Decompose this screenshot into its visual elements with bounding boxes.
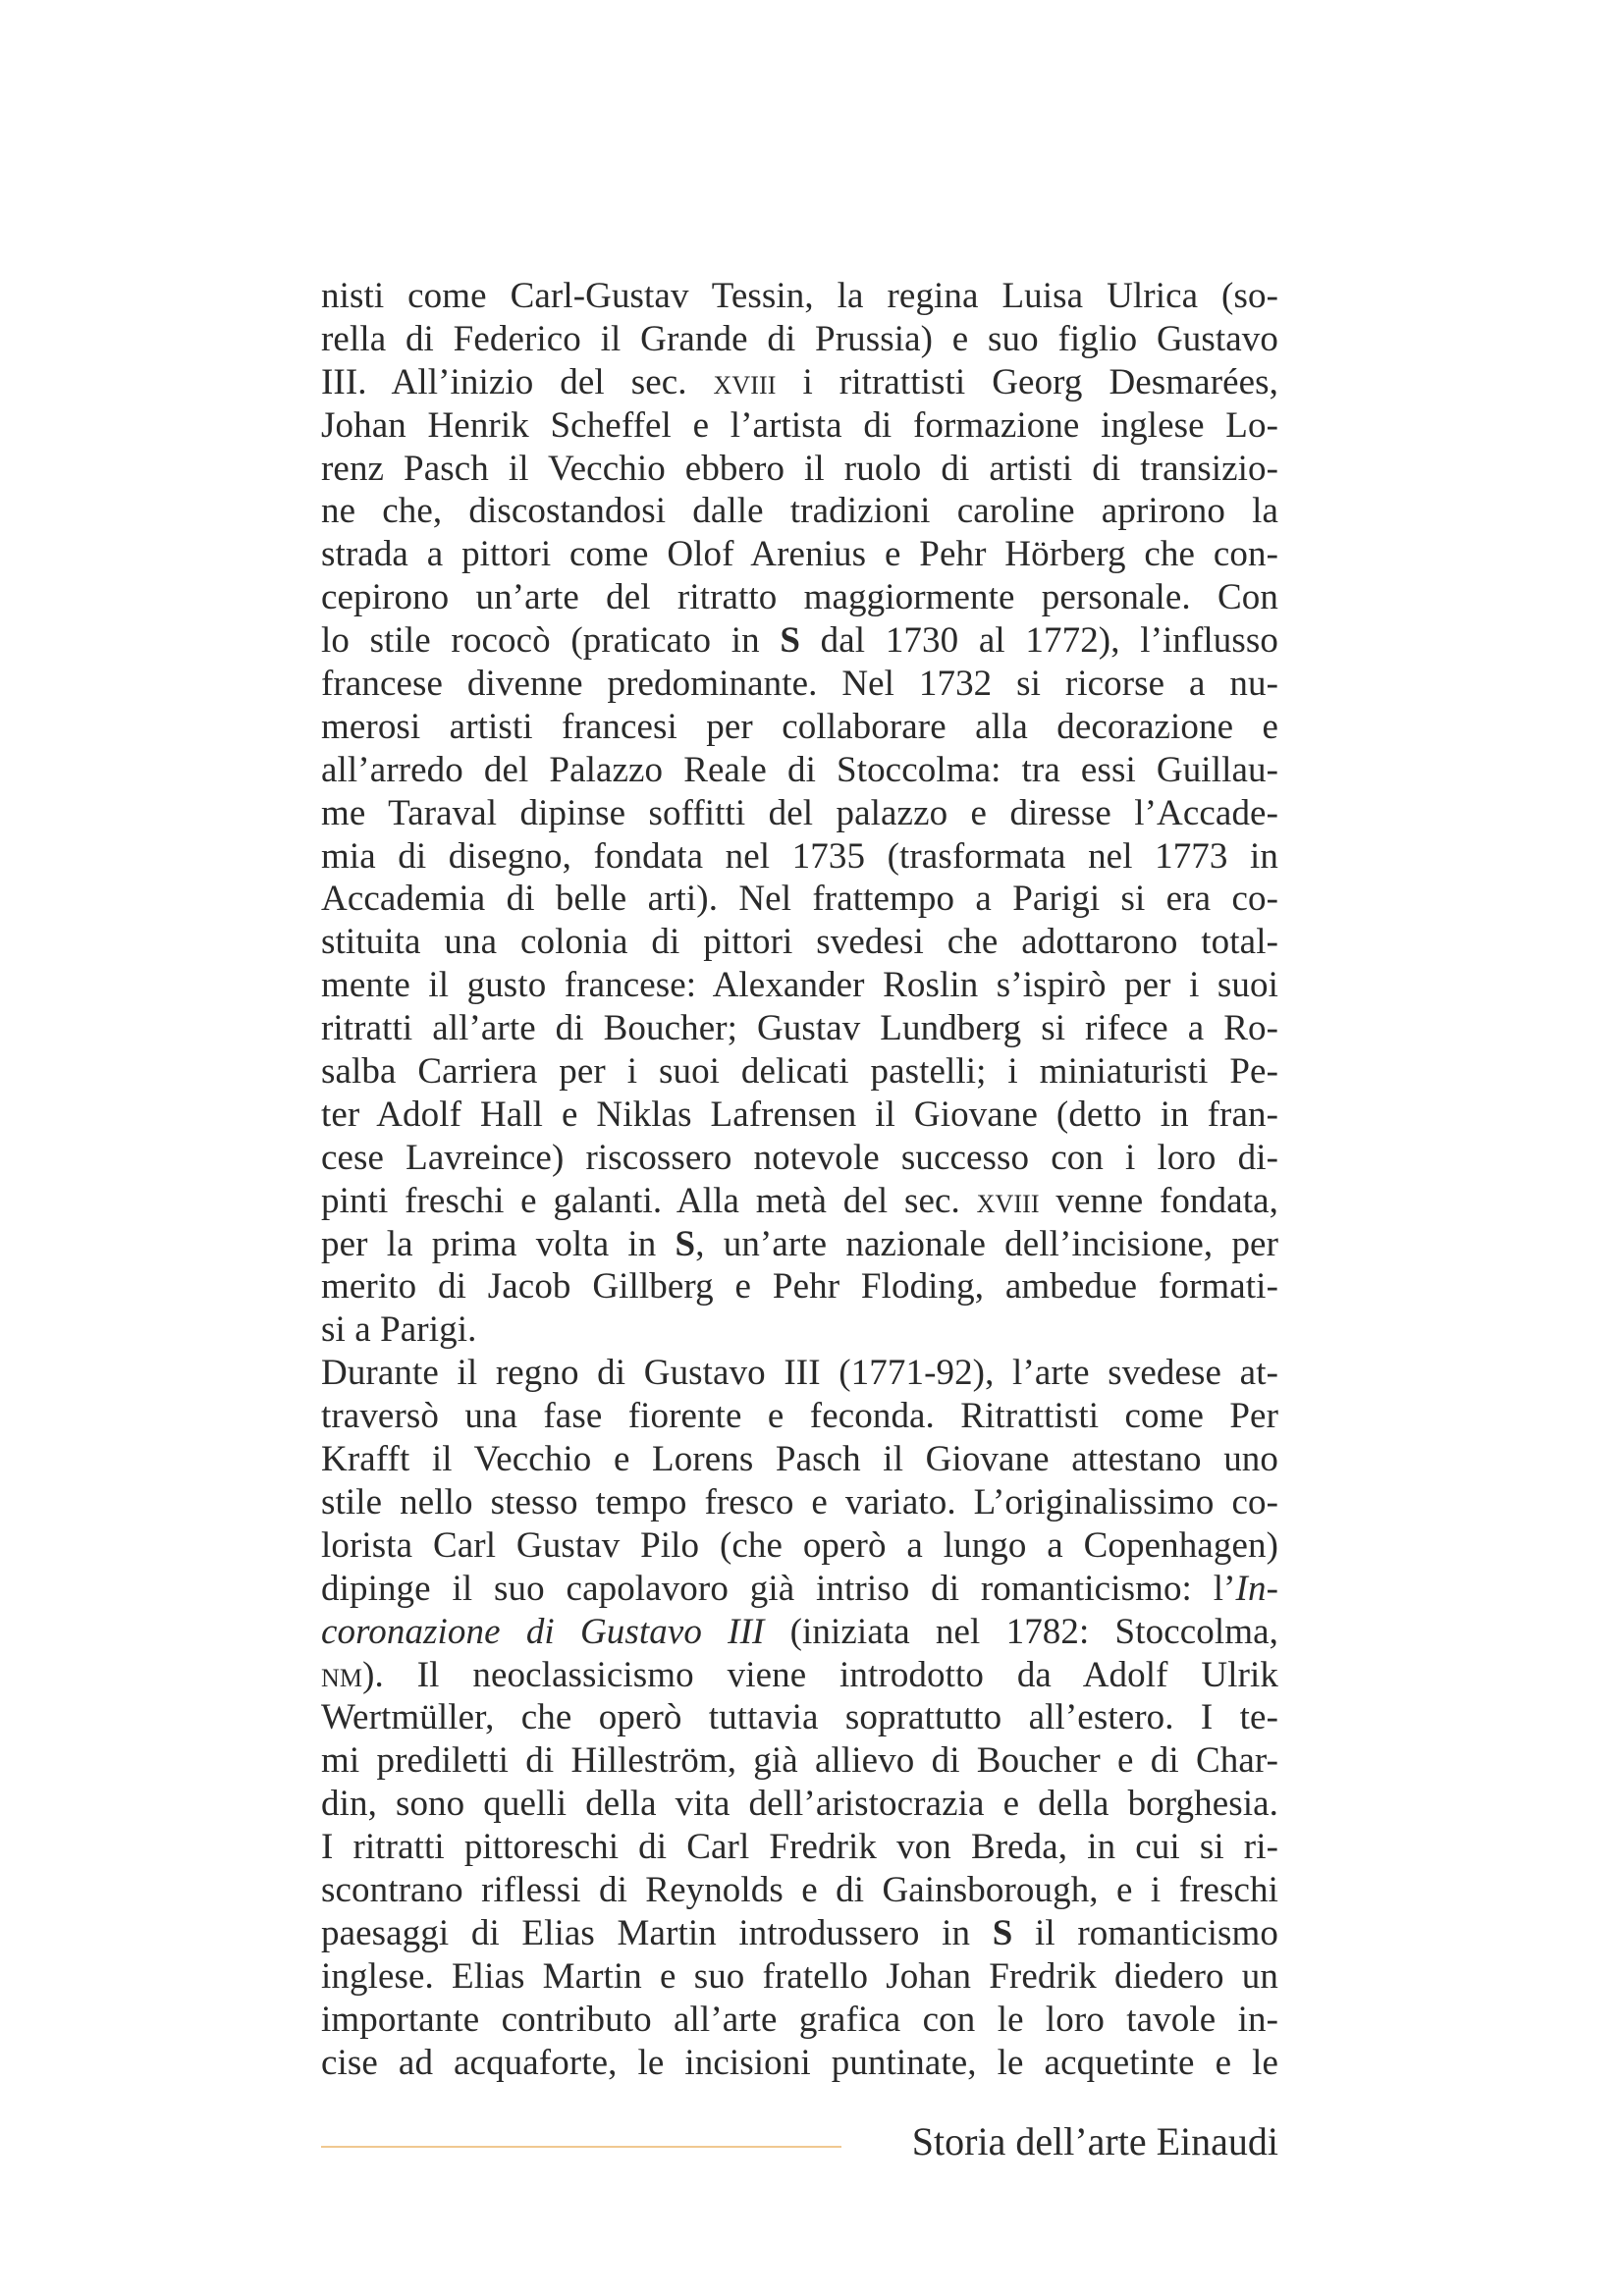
text-line (321, 663, 1278, 706)
text-segment: i ritrattisti Georg Desmarées, (776, 361, 1279, 402)
bold-segment: S (992, 1912, 1013, 1953)
text-line (321, 448, 1278, 491)
page-footer (321, 2117, 1278, 2166)
text-line (321, 1438, 1278, 1481)
text-segment: ritratti all’arte di Boucher; Gustav Lundberg si rifece a Ro- (321, 1008, 1278, 1049)
text-segment: dipinge il suo capolavoro già intriso di romanticismo: l’ (321, 1568, 1236, 1609)
text-line (321, 533, 1278, 576)
text-segment: traversò una fase fiorente e feconda. Ritrattisti come Per (321, 1396, 1278, 1437)
text-line (321, 1869, 1278, 1912)
text-line (321, 1654, 1278, 1697)
smallcaps-segment: xviii (976, 1180, 1040, 1221)
text-line (321, 1352, 1278, 1395)
text-segment: dal 1730 al 1772), l’influsso (800, 620, 1278, 662)
text-line (321, 792, 1278, 835)
text-line (321, 1999, 1278, 2042)
text-segment: paesaggi di Elias Martin introdussero in (321, 1912, 993, 1953)
text-line (321, 1955, 1278, 1999)
text-segment: , un’arte nazionale dell’incisione, per (695, 1223, 1278, 1264)
text-segment: ter Adolf Hall e Niklas Lafrensen il Giovane (detto in fran- (321, 1094, 1278, 1135)
text-segment: inglese. Elias Martin e suo fratello Johan Fredrik diedero un (321, 1955, 1278, 1997)
text-line (321, 318, 1278, 361)
text-line (321, 706, 1278, 749)
text-line (321, 921, 1278, 964)
text-line (321, 1308, 1278, 1352)
text-line (321, 1137, 1278, 1180)
footer-title: Storia dell’arte Einaudi (911, 2119, 1278, 2163)
text-line (321, 1568, 1278, 1611)
text-segment: all’arredo del Palazzo Reale di Stoccolma: tra essi Guillau- (321, 749, 1278, 790)
bold-segment: S (675, 1223, 696, 1264)
text-segment: ). Il neoclassicismo viene introdotto da Adolf Ulrik (362, 1654, 1278, 1695)
text-segment: cise ad acquaforte, le incisioni puntinate, le acquetinte e le (321, 2042, 1278, 2083)
text-line (321, 1481, 1278, 1524)
text-line (321, 1826, 1278, 1869)
text-segment: mente il gusto francese: Alexander Roslin s’ispirò per i suoi (321, 965, 1278, 1006)
text-line (321, 404, 1278, 448)
footer-rule (321, 2146, 841, 2148)
text-line (321, 1265, 1278, 1308)
text-segment: mi prediletti di Hilleström, già allievo di Boucher e di Char- (321, 1740, 1278, 1782)
text-segment: Johan Henrik Scheffel e l’artista di formazione inglese Lo- (321, 404, 1278, 446)
text-segment: mia di disegno, fondata nel 1735 (trasformata nel 1773 in (321, 835, 1278, 877)
smallcaps-segment: nm (321, 1654, 363, 1695)
text-line (321, 964, 1278, 1007)
text-segment: stituita una colonia di pittori svedesi che adottarono total- (321, 922, 1278, 963)
text-line (321, 1783, 1278, 1826)
text-segment: rella di Federico il Grande di Prussia) e suo figlio Gustavo (321, 318, 1278, 359)
text-segment: francese divenne predominante. Nel 1732 si ricorse a nu- (321, 664, 1278, 705)
text-line (321, 1094, 1278, 1137)
text-segment: cese Lavreince) riscossero notevole successo con i loro di- (321, 1137, 1278, 1178)
text-line (321, 1180, 1278, 1223)
text-line (321, 576, 1278, 619)
text-segment: nisti come Carl-Gustav Tessin, la regina Luisa Ulrica (so- (321, 276, 1278, 316)
text-segment: importante contributo all’arte grafica con le loro tavole in- (321, 1999, 1278, 2040)
text-segment: salba Carriera per i suoi delicati pastelli; i miniaturisti Pe- (321, 1051, 1278, 1093)
text-line (321, 490, 1278, 533)
text-line (321, 835, 1278, 879)
text-segment: Durante il regno di Gustavo III (1771-92), l’arte svedese at- (321, 1353, 1278, 1394)
text-segment: merosi artisti francesi per collaborare alla decorazione e (321, 706, 1278, 747)
text-line (321, 749, 1278, 792)
text-line (321, 1696, 1278, 1739)
text-line (321, 361, 1278, 404)
text-line (321, 1611, 1278, 1654)
text-segment: Accademia di belle arti). Nel frattempo a Parigi si era co- (321, 879, 1278, 920)
text-line (321, 1395, 1278, 1438)
text-segment: scontrano riflessi di Reynolds e di Gainsborough, e i freschi (321, 1869, 1278, 1910)
text-segment: I ritratti pittoreschi di Carl Fredrik von Breda, in cui si ri- (321, 1827, 1278, 1868)
text-line (321, 275, 1278, 318)
text-line (321, 1912, 1278, 1955)
text-line (321, 1223, 1278, 1266)
text-segment: per la prima volta in (321, 1223, 676, 1264)
italic-segment: coronazione di Gustavo III (321, 1611, 765, 1652)
text-line (321, 1524, 1278, 1568)
text-segment: Wertmüller, che operò tuttavia soprattutto all’estero. I te- (321, 1697, 1278, 1738)
text-segment: Krafft il Vecchio e Lorens Pasch il Giovane attestano uno (321, 1439, 1278, 1480)
text-segment: lo stile rococò (praticato in (321, 620, 781, 662)
text-segment: stile nello stesso tempo fresco e variato. L’originalissimo co- (321, 1481, 1278, 1522)
page-body-text (321, 275, 1278, 2084)
text-segment: strada a pittori come Olof Arenius e Pehr Hörberg che con- (321, 534, 1278, 575)
text-segment: si a Parigi. (321, 1309, 477, 1351)
text-segment: cepirono un’arte del ritratto maggiormente personale. Con (321, 577, 1278, 618)
text-segment: III. All’inizio del sec. (321, 361, 714, 402)
italic-segment: In- (1235, 1568, 1278, 1609)
text-line (321, 1739, 1278, 1783)
text-segment: me Taraval dipinse soffitti del palazzo e diresse l’Accade- (321, 792, 1278, 833)
text-segment: ne che, discostandosi dalle tradizioni caroline aprirono la (321, 491, 1278, 532)
text-segment: renz Pasch il Vecchio ebbero il ruolo di artisti di transizio- (321, 448, 1278, 489)
text-line (321, 1007, 1278, 1050)
text-line (321, 2042, 1278, 2085)
text-line (321, 1050, 1278, 1094)
text-segment: merito di Jacob Gillberg e Pehr Floding, ambedue formati- (321, 1266, 1278, 1308)
text-segment: venne fondata, (1039, 1180, 1278, 1221)
text-line (321, 619, 1278, 663)
text-segment: pinti freschi e galanti. Alla metà del sec. (321, 1180, 977, 1221)
text-line (321, 878, 1278, 921)
text-segment: (iniziata nel 1782: Stoccolma, (764, 1611, 1278, 1652)
bold-segment: S (780, 620, 801, 662)
text-segment: il romanticismo (1012, 1912, 1279, 1953)
smallcaps-segment: xviii (713, 361, 777, 402)
text-segment: lorista Carl Gustav Pilo (che operò a lungo a Copenhagen) (321, 1524, 1278, 1566)
text-segment: din, sono quelli della vita dell’aristocrazia e della borghesia. (321, 1784, 1278, 1825)
